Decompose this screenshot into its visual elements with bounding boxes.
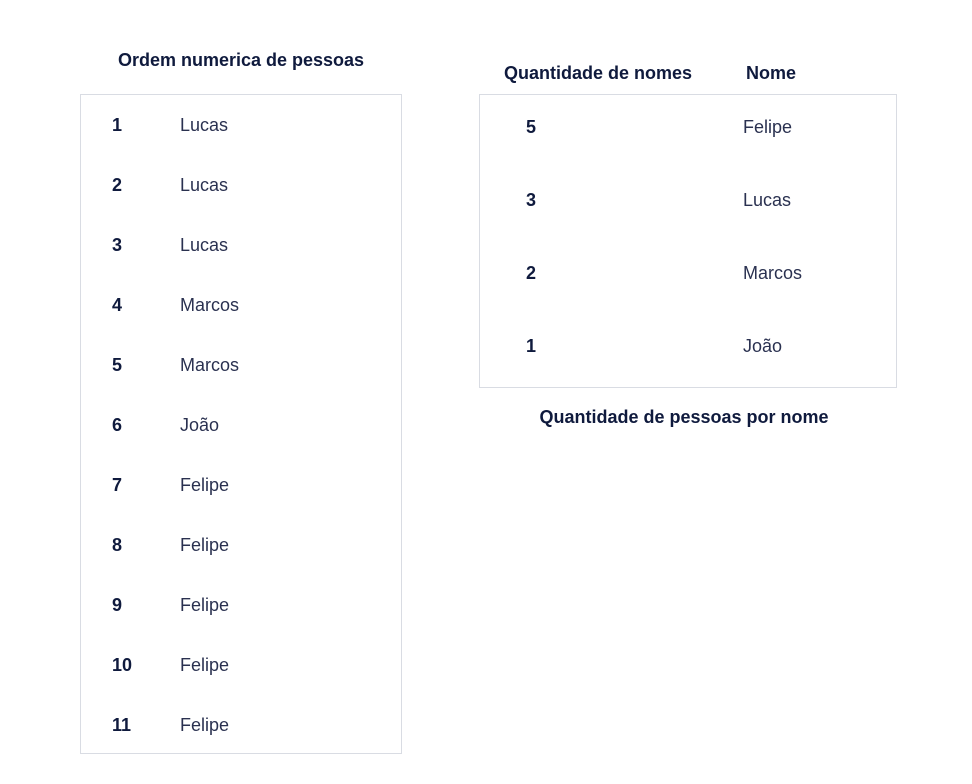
header-name: Nome: [746, 63, 797, 83]
row-number: 4: [112, 294, 123, 315]
table-row: [81, 395, 401, 455]
row-number: 9: [112, 594, 123, 615]
row-name: Lucas: [180, 174, 229, 195]
row-name: Marcos: [180, 354, 240, 375]
table-row: [81, 335, 401, 395]
table-row: [81, 95, 401, 155]
row-number: 2: [112, 174, 123, 195]
right-table-caption: Quantidade de pessoas por nome: [539, 407, 829, 427]
row-name: Felipe: [180, 594, 230, 615]
row-number: 6: [112, 414, 123, 435]
table-row: [480, 117, 896, 190]
table-row: [81, 155, 401, 215]
row-number: 8: [112, 534, 123, 555]
row-name: Felipe: [180, 714, 230, 735]
row-count: 5: [526, 117, 537, 137]
row-name: Marcos: [743, 263, 803, 283]
table-row: [81, 695, 401, 755]
table-row: [480, 263, 896, 336]
people-order-table: [80, 94, 402, 754]
table-row: [81, 275, 401, 335]
table-row: [81, 515, 401, 575]
table-row: [81, 215, 401, 275]
row-number: 1: [112, 114, 123, 135]
row-name: Felipe: [180, 534, 230, 555]
row-name: Lucas: [180, 234, 229, 255]
row-number: 10: [112, 654, 133, 675]
row-count: 1: [526, 336, 537, 356]
table-row: [480, 336, 896, 409]
table-row: [81, 455, 401, 515]
table-row: [81, 635, 401, 695]
row-name: Felipe: [743, 117, 793, 137]
row-name: João: [743, 336, 783, 356]
row-number: 5: [112, 354, 123, 375]
header-count: Quantidade de nomes: [504, 63, 693, 83]
row-number: 3: [112, 234, 123, 255]
table-row: [81, 575, 401, 635]
table-row: [480, 190, 896, 263]
row-name: Felipe: [180, 654, 230, 675]
row-number: 11: [112, 714, 132, 735]
row-count: 3: [526, 190, 537, 210]
name-count-table: [479, 94, 897, 388]
row-name: Lucas: [743, 190, 792, 210]
row-number: 7: [112, 474, 123, 495]
left-table-title: Ordem numerica de pessoas: [117, 50, 365, 70]
row-name: Marcos: [180, 294, 240, 315]
row-name: João: [180, 414, 220, 435]
row-name: Lucas: [180, 114, 229, 135]
row-name: Felipe: [180, 474, 230, 495]
row-count: 2: [526, 263, 537, 283]
